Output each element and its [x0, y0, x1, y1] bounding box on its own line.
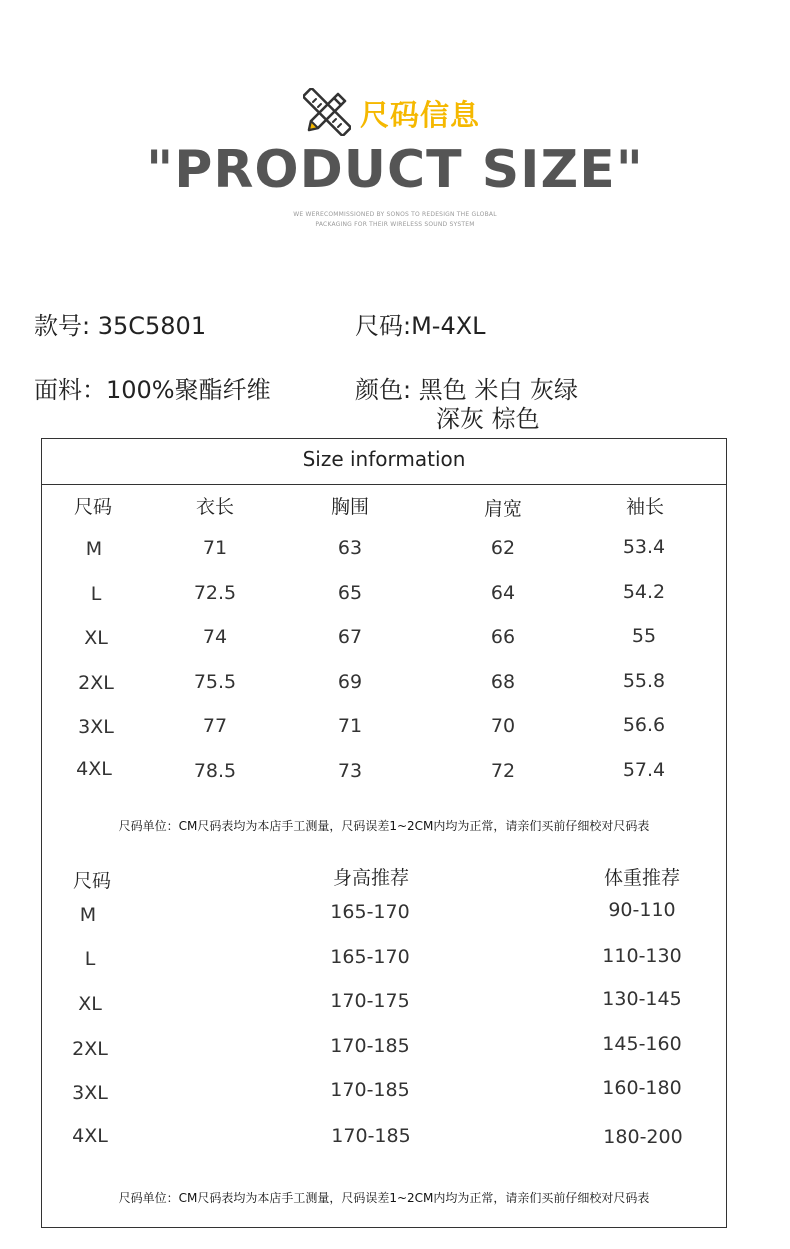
table-cell: 73	[337, 760, 363, 782]
table-cell: 160-180	[602, 1077, 682, 1099]
table-cell: 74	[202, 626, 228, 648]
chest-col-header: 胸围	[330, 496, 370, 518]
table-cell: 54.2	[622, 581, 666, 603]
table-cell: L	[90, 583, 102, 605]
fabric-info: 面料：100%聚酯纤维	[34, 376, 271, 404]
section-title-en: "PRODUCT SIZE"	[146, 140, 644, 200]
table-cell: 66	[490, 626, 516, 648]
table-cell: 110-130	[602, 945, 682, 967]
table-cell: 64	[490, 582, 516, 604]
table-cell: 65	[337, 582, 363, 604]
table-cell: 77	[202, 715, 228, 737]
table-cell: 4XL	[76, 758, 112, 780]
table-cell: 170-185	[331, 1125, 411, 1147]
table-cell: XL	[78, 993, 102, 1015]
table-cell: 67	[337, 626, 363, 648]
table-cell: 72	[490, 760, 516, 782]
table-cell: 55.8	[622, 670, 666, 692]
table-cell: M	[85, 538, 103, 560]
table-cell: XL	[84, 627, 108, 649]
table-cell: 55	[631, 625, 657, 647]
table-cell: 53.4	[622, 536, 666, 558]
weight-col-header: 体重推荐	[603, 867, 681, 889]
height-col-header: 身高推荐	[332, 867, 410, 889]
size-range: 尺码:M-4XL	[355, 312, 486, 340]
table-cell: 170-185	[330, 1035, 410, 1057]
table-cell: L	[84, 948, 96, 970]
table-cell: 62	[490, 537, 516, 559]
shoulder-col-header: 肩宽	[483, 498, 523, 520]
table-cell: 170-185	[330, 1079, 410, 1101]
length-col-header: 衣长	[195, 496, 235, 518]
table-cell: 3XL	[78, 716, 114, 738]
table-cell: 68	[490, 671, 516, 693]
table-cell: 2XL	[78, 672, 114, 694]
size-col-header: 尺码	[73, 496, 113, 518]
section-title-cn: 尺码信息	[360, 98, 481, 132]
table-cell: 4XL	[72, 1125, 108, 1147]
rec-size-col-header: 尺码	[72, 870, 112, 892]
header-subtitle-line2: PACKAGING FOR THEIR WIRELESS SOUND SYSTEM	[315, 221, 475, 228]
table-cell: 180-200	[603, 1126, 683, 1148]
table-cell: 57.4	[622, 759, 666, 781]
recommend-table-note: 尺码单位：CM尺码表均为本店手工测量，尺码误差1~2CM内均为正常，请亲们买前仔细校对尺码表	[118, 1191, 650, 1205]
table-cell: 69	[337, 671, 363, 693]
header-subtitle-line1: WE WERECOMMISSIONED BY SONOS TO REDESIGN THE GLOBAL	[293, 211, 497, 218]
size-table-note: 尺码单位：CM尺码表均为本店手工测量，尺码误差1~2CM内均为正常，请亲们买前仔细校对尺码表	[118, 819, 650, 833]
divider	[41, 484, 727, 485]
table-cell: 170-175	[330, 990, 410, 1012]
sleeve-col-header: 袖长	[625, 496, 665, 518]
table-cell: 130-145	[602, 988, 682, 1010]
size-table-title: Size information	[302, 447, 466, 471]
table-cell: 2XL	[72, 1038, 108, 1060]
table-cell: 63	[337, 537, 363, 559]
table-cell: 71	[202, 537, 228, 559]
color-options: 颜色: 黑色 米白 灰绿	[355, 376, 578, 404]
table-cell: 3XL	[72, 1082, 108, 1104]
table-cell: 145-160	[602, 1033, 682, 1055]
table-cell: 56.6	[622, 714, 666, 736]
table-cell: M	[79, 904, 97, 926]
table-cell: 75.5	[193, 671, 237, 693]
table-cell: 165-170	[330, 946, 410, 968]
table-cell: 71	[337, 715, 363, 737]
table-cell: 72.5	[193, 582, 237, 604]
ruler-pencil-icon	[303, 88, 351, 136]
style-number: 款号: 35C5801	[34, 312, 207, 340]
table-cell: 90-110	[608, 899, 676, 921]
table-cell: 70	[490, 715, 516, 737]
table-cell: 78.5	[193, 760, 237, 782]
color-options-line2: 深灰 棕色	[436, 405, 540, 433]
table-cell: 165-170	[330, 901, 410, 923]
